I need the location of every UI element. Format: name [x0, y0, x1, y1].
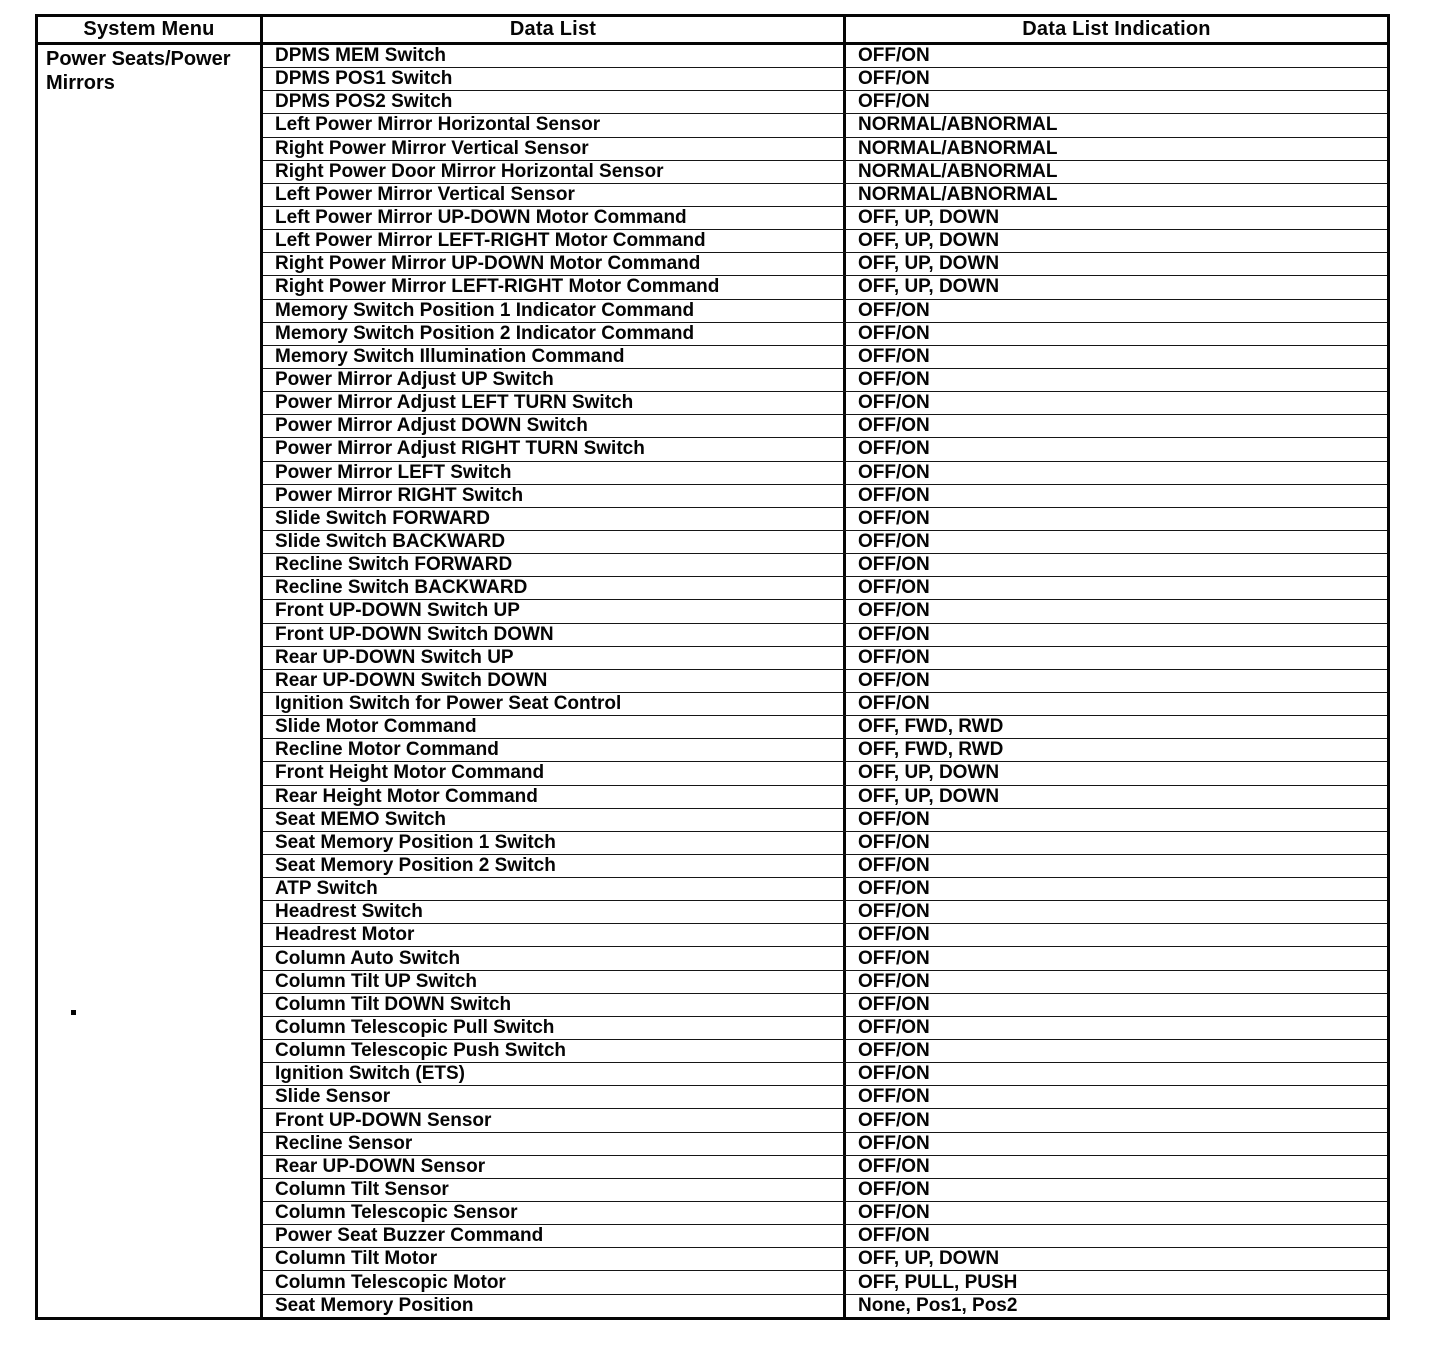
indication-cell: OFF/ON	[858, 1040, 930, 1062]
indication-cell: OFF, UP, DOWN	[858, 276, 1000, 298]
data-list-cell: Slide Motor Command	[263, 716, 846, 738]
data-list-cell: Rear Height Motor Command	[263, 786, 846, 808]
table-row	[263, 415, 1387, 438]
data-list-cell: Ignition Switch (ETS)	[263, 1063, 846, 1085]
header-system-menu: System Menu	[38, 17, 263, 42]
data-list-cell: Slide Switch BACKWARD	[263, 531, 846, 553]
table-row	[263, 1225, 1387, 1248]
data-list-cell: Right Power Door Mirror Horizontal Sensor	[263, 161, 846, 183]
indication-cell: OFF/ON	[858, 507, 930, 529]
table-row	[263, 138, 1387, 161]
data-list-cell: Right Power Mirror Vertical Sensor	[263, 138, 846, 160]
indication-cell: OFF/ON	[858, 369, 930, 391]
indication-cell: OFF/ON	[858, 1225, 930, 1247]
table-row	[263, 994, 1387, 1017]
table-row	[263, 114, 1387, 137]
table-row	[263, 786, 1387, 809]
data-list-cell: Recline Motor Command	[263, 739, 846, 761]
data-list-cell: Power Mirror Adjust UP Switch	[263, 369, 846, 391]
table-header-row	[38, 17, 1387, 45]
indication-cell: OFF/ON	[858, 1063, 930, 1085]
indication-cell: OFF, UP, DOWN	[858, 785, 1000, 807]
indication-cell: OFF/ON	[858, 878, 930, 900]
indication-cell: OFF, UP, DOWN	[858, 230, 1000, 252]
table-row	[263, 600, 1387, 623]
table-row	[263, 1202, 1387, 1225]
indication-cell: OFF/ON	[858, 392, 930, 414]
table-body	[38, 45, 1387, 1317]
data-list-cell: Rear UP-DOWN Switch DOWN	[263, 670, 846, 692]
indication-cell: OFF/ON	[858, 1132, 930, 1154]
table-row	[263, 207, 1387, 230]
indication-cell: OFF/ON	[858, 45, 930, 67]
table-row	[263, 647, 1387, 670]
indication-cell: OFF, UP, DOWN	[858, 1248, 1000, 1270]
data-list-cell: Ignition Switch for Power Seat Control	[263, 693, 846, 715]
data-list-cell: Front UP-DOWN Switch DOWN	[263, 624, 846, 646]
indication-cell: OFF/ON	[858, 1178, 930, 1200]
table-row	[263, 485, 1387, 508]
table-row	[263, 1248, 1387, 1271]
data-list-cell: Column Telescopic Pull Switch	[263, 1017, 846, 1039]
data-list-cell: Rear UP-DOWN Sensor	[263, 1156, 846, 1178]
indication-cell: OFF/ON	[858, 1109, 930, 1131]
table-row	[263, 577, 1387, 600]
data-list-cell: Power Mirror Adjust LEFT TURN Switch	[263, 392, 846, 414]
data-list-cell: ATP Switch	[263, 878, 846, 900]
table-row	[263, 276, 1387, 299]
indication-cell: OFF/ON	[858, 577, 930, 599]
indication-cell: OFF/ON	[858, 1016, 930, 1038]
table-row	[263, 1156, 1387, 1179]
data-list-cell: Left Power Mirror UP-DOWN Motor Command	[263, 207, 846, 229]
data-list-cell: Column Tilt UP Switch	[263, 971, 846, 993]
scan-artifact-dot	[71, 1010, 76, 1015]
data-list-cell: Power Mirror Adjust DOWN Switch	[263, 415, 846, 437]
indication-cell: NORMAL/ABNORMAL	[858, 137, 1058, 159]
data-list-cell: Right Power Mirror LEFT-RIGHT Motor Command	[263, 276, 846, 298]
table-row	[263, 462, 1387, 485]
table-row	[263, 924, 1387, 947]
indication-cell: OFF, FWD, RWD	[858, 716, 1004, 738]
indication-cell: None, Pos1, Pos2	[858, 1294, 1018, 1316]
data-list-cell: Seat MEMO Switch	[263, 809, 846, 831]
data-list-cell: Slide Sensor	[263, 1086, 846, 1108]
indication-cell: NORMAL/ABNORMAL	[858, 183, 1058, 205]
table-row	[263, 1295, 1387, 1317]
table-row	[263, 1179, 1387, 1202]
header-data-list: Data List	[263, 17, 846, 42]
indication-cell: OFF/ON	[858, 484, 930, 506]
indication-cell: OFF, UP, DOWN	[858, 253, 1000, 275]
indication-cell: NORMAL/ABNORMAL	[858, 114, 1058, 136]
table-row	[263, 693, 1387, 716]
data-list-cell: Right Power Mirror UP-DOWN Motor Command	[263, 253, 846, 275]
table-row	[263, 392, 1387, 415]
table-row	[263, 901, 1387, 924]
indication-cell: OFF/ON	[858, 91, 930, 113]
indication-cell: OFF/ON	[858, 1155, 930, 1177]
indication-cell: OFF/ON	[858, 438, 930, 460]
indication-cell: OFF/ON	[858, 554, 930, 576]
table-row	[263, 809, 1387, 832]
indication-cell: OFF/ON	[858, 993, 930, 1015]
table-row	[263, 947, 1387, 970]
indication-cell: OFF/ON	[858, 1202, 930, 1224]
table-row	[263, 68, 1387, 91]
indication-cell: OFF/ON	[858, 693, 930, 714]
indication-cell: OFF/ON	[858, 299, 930, 321]
data-list-cell: Front UP-DOWN Switch UP	[263, 600, 846, 622]
indication-cell: OFF/ON	[858, 531, 930, 553]
data-list-cell: Memory Switch Illumination Command	[263, 346, 846, 368]
indication-cell: OFF/ON	[858, 901, 930, 923]
table-row	[263, 230, 1387, 253]
data-list-cell: Column Tilt Motor	[263, 1248, 846, 1270]
data-list-cell: Memory Switch Position 2 Indicator Command	[263, 323, 846, 345]
data-list-cell: DPMS POS2 Switch	[263, 91, 846, 113]
table-row	[263, 45, 1387, 68]
table-row	[263, 369, 1387, 392]
indication-cell: OFF/ON	[858, 970, 930, 992]
indication-cell: OFF/ON	[858, 669, 930, 691]
table-row	[263, 855, 1387, 878]
table-row	[263, 624, 1387, 647]
data-list-cell: Rear UP-DOWN Switch UP	[263, 647, 846, 669]
indication-cell: OFF/ON	[858, 831, 930, 853]
data-list-cell: Left Power Mirror Horizontal Sensor	[263, 114, 846, 136]
data-list-cell: Recline Switch FORWARD	[263, 554, 846, 576]
table-row	[263, 554, 1387, 577]
system-menu-cell: Power Seats/Power Mirrors	[38, 45, 263, 1317]
table-row	[263, 1063, 1387, 1086]
data-list-table	[35, 14, 1390, 1320]
data-rows	[263, 45, 1387, 1317]
table-row	[263, 670, 1387, 693]
data-list-cell: Power Mirror RIGHT Switch	[263, 485, 846, 507]
data-list-cell: Column Telescopic Motor	[263, 1271, 846, 1293]
data-list-cell: DPMS POS1 Switch	[263, 68, 846, 90]
table-row	[263, 1109, 1387, 1132]
table-row	[263, 1040, 1387, 1063]
indication-cell: OFF, FWD, RWD	[858, 739, 1004, 761]
table-row	[263, 739, 1387, 762]
table-row	[263, 762, 1387, 785]
data-list-cell: Power Seat Buzzer Command	[263, 1225, 846, 1247]
indication-cell: OFF, PULL, PUSH	[858, 1271, 1018, 1293]
data-list-cell: Recline Switch BACKWARD	[263, 577, 846, 599]
table-row	[263, 832, 1387, 855]
table-row	[263, 91, 1387, 114]
data-list-cell: Seat Memory Position	[263, 1295, 846, 1317]
data-list-cell: Column Telescopic Push Switch	[263, 1040, 846, 1062]
table-row	[263, 1271, 1387, 1294]
indication-cell: OFF, UP, DOWN	[858, 762, 1000, 784]
table-row	[263, 1133, 1387, 1156]
header-data-list-indication: Data List Indication	[1022, 18, 1211, 40]
data-list-cell: Memory Switch Position 1 Indicator Command	[263, 300, 846, 322]
indication-cell: OFF/ON	[858, 924, 930, 946]
indication-cell: OFF, UP, DOWN	[858, 207, 1000, 229]
data-list-cell: Power Mirror LEFT Switch	[263, 462, 846, 484]
indication-cell: OFF/ON	[858, 623, 930, 645]
table-row	[263, 508, 1387, 531]
table-row	[263, 346, 1387, 369]
data-list-cell: Recline Sensor	[263, 1133, 846, 1155]
table-row	[263, 161, 1387, 184]
table-row	[263, 323, 1387, 346]
indication-cell: OFF/ON	[858, 415, 930, 437]
indication-cell: OFF/ON	[858, 345, 930, 367]
data-list-cell: Power Mirror Adjust RIGHT TURN Switch	[263, 438, 846, 460]
data-list-cell: Column Telescopic Sensor	[263, 1202, 846, 1224]
data-list-cell: Left Power Mirror Vertical Sensor	[263, 184, 846, 206]
data-list-cell: Left Power Mirror LEFT-RIGHT Motor Command	[263, 230, 846, 252]
indication-cell: OFF/ON	[858, 854, 930, 876]
table-row	[263, 531, 1387, 554]
data-list-cell: Front Height Motor Command	[263, 762, 846, 784]
data-list-cell: Front UP-DOWN Sensor	[263, 1109, 846, 1131]
data-list-cell: Headrest Switch	[263, 901, 846, 923]
indication-cell: OFF/ON	[858, 322, 930, 344]
table-row	[263, 1086, 1387, 1109]
indication-cell: OFF/ON	[858, 646, 930, 668]
data-list-cell: Column Tilt DOWN Switch	[263, 994, 846, 1016]
indication-cell: OFF/ON	[858, 1086, 930, 1108]
indication-cell: NORMAL/ABNORMAL	[858, 160, 1058, 182]
data-list-cell: Seat Memory Position 1 Switch	[263, 832, 846, 854]
table-row	[263, 878, 1387, 901]
data-list-cell: DPMS MEM Switch	[263, 45, 846, 67]
indication-cell: OFF/ON	[858, 600, 930, 622]
table-row	[263, 1017, 1387, 1040]
indication-cell: OFF/ON	[858, 68, 930, 90]
table-row	[263, 184, 1387, 207]
table-row	[263, 253, 1387, 276]
indication-cell: OFF/ON	[858, 461, 930, 483]
indication-cell: OFF/ON	[858, 947, 930, 969]
table-row	[263, 300, 1387, 323]
table-row	[263, 971, 1387, 994]
table-row	[263, 716, 1387, 739]
table-row	[263, 438, 1387, 461]
data-list-cell: Column Auto Switch	[263, 947, 846, 969]
data-list-cell: Headrest Motor	[263, 924, 846, 946]
data-list-cell: Slide Switch FORWARD	[263, 508, 846, 530]
indication-cell: OFF/ON	[858, 808, 930, 830]
data-list-cell: Column Tilt Sensor	[263, 1179, 846, 1201]
data-list-cell: Seat Memory Position 2 Switch	[263, 855, 846, 877]
